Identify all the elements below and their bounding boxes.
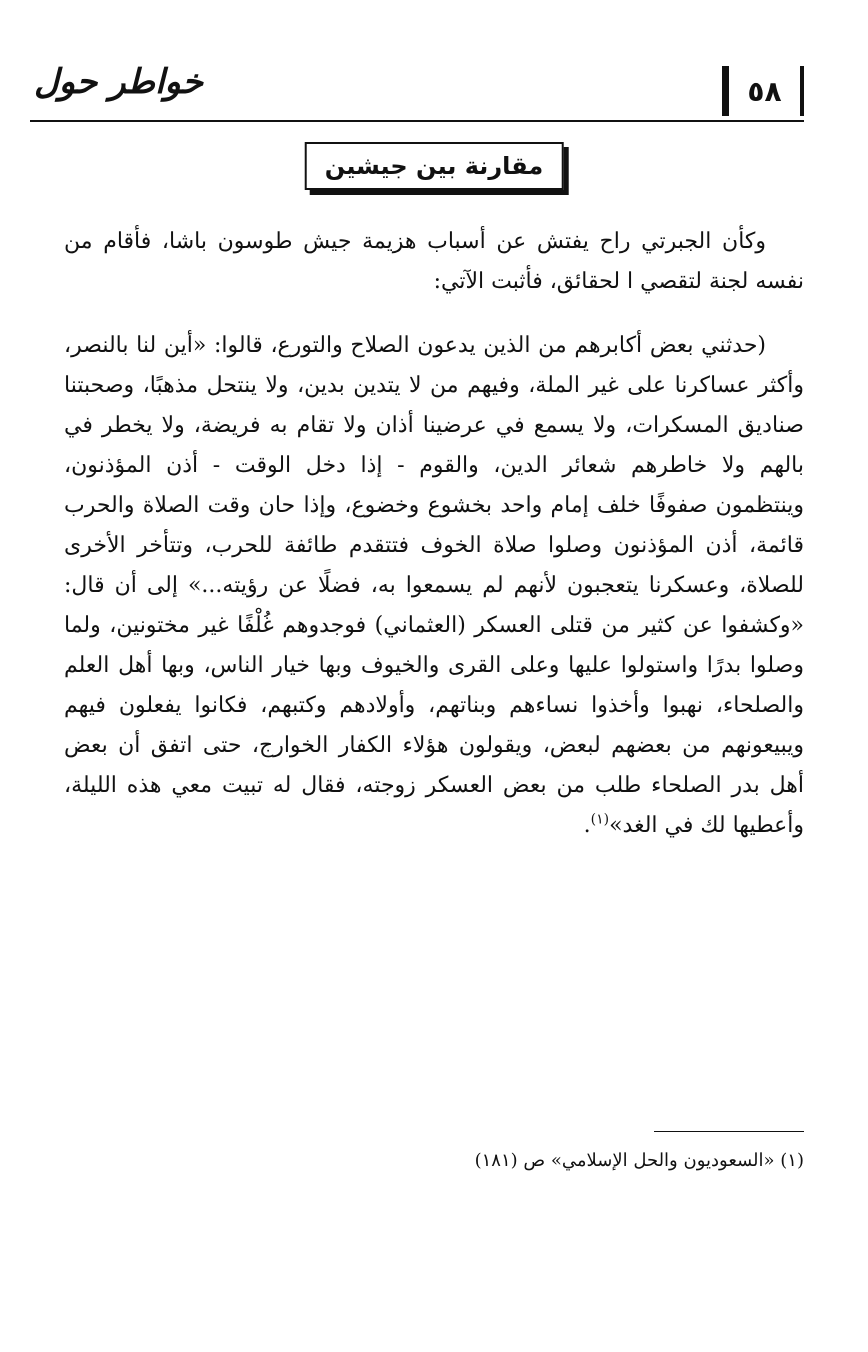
header-rule (30, 120, 804, 122)
paragraph-intro: وكأن الجبرتي راح يفتش عن أسباب هزيمة جيش طوسون باشا، فأقام من نفسه لجنة لتقصي ا لحقائق، فأثبت الآتي: (64, 229, 804, 294)
footnote-rule (654, 1131, 804, 1132)
page-number-box (722, 66, 804, 116)
page-number: ٥٨ (747, 74, 782, 108)
paragraph-quote (64, 326, 804, 846)
body-text (64, 222, 804, 846)
paragraph-quote-end: . (583, 813, 591, 838)
section-heading: مقارنة بين جيشين (305, 142, 564, 190)
footnote-marker: (١) (590, 811, 610, 828)
running-title: خواطر حول (34, 62, 203, 102)
footnote: (١) «السعوديون والحل الإسلامي» ص (١٨١) (474, 1150, 804, 1171)
paragraph-quote-text: (حدثني بعض أكابرهم من الذين يدعون الصلاح والتورع، قالوا: «أين لنا بالنصر، وأكثر عساكرنا على غير الملة، وفيهم من لا يتدين بدين، ولا ينتحل مذهبًا، وصحبتنا صناديق المسكرات، ولا يسمع في عرضينا أذان ولا تقام به فريضة، ولا يخطر في بالهم ولا خاطرهم شعائر الدين، والقوم - إذا دخل الوقت - أذن المؤذنون، وينتظمون صفوفًا خلف إمام واحد بخشوع وخضوع، وإذا حان وقت الصلاة والحرب قائمة، أذن المؤذنون وصلوا صلاة الخوف فتتقدم طائفة للحرب، وتتأخر الأخرى للصلاة، وعسكرنا يتعجبون لأنهم لم يسمعوا به، فضلًا عن رؤيته...» إلى أن قال: «وكشفوا عن كثير من قتلى العسكر (العثماني) فوجدوهم غُلْفًا غير مختونين، ولما وصلوا بدرًا واستولوا عليها وعلى القرى والخيوف وبها خيار الناس، وبها أهل العلم والصلحاء، نهبوا وأخذوا نساءهم وبناتهم، وأولادهم وكتبهم، فكانوا يفعلون فيهم ويبيعونهم من بعضهم لبعض، ويقولون هؤلاء الكفار الخوارج، حتى اتفق أن بعض أهل بدر الصلحاء طلب من بعض العسكر زوجته، فقال له تبيت معي هذه الليلة، وأعطيها لك في الغد» (64, 333, 804, 838)
